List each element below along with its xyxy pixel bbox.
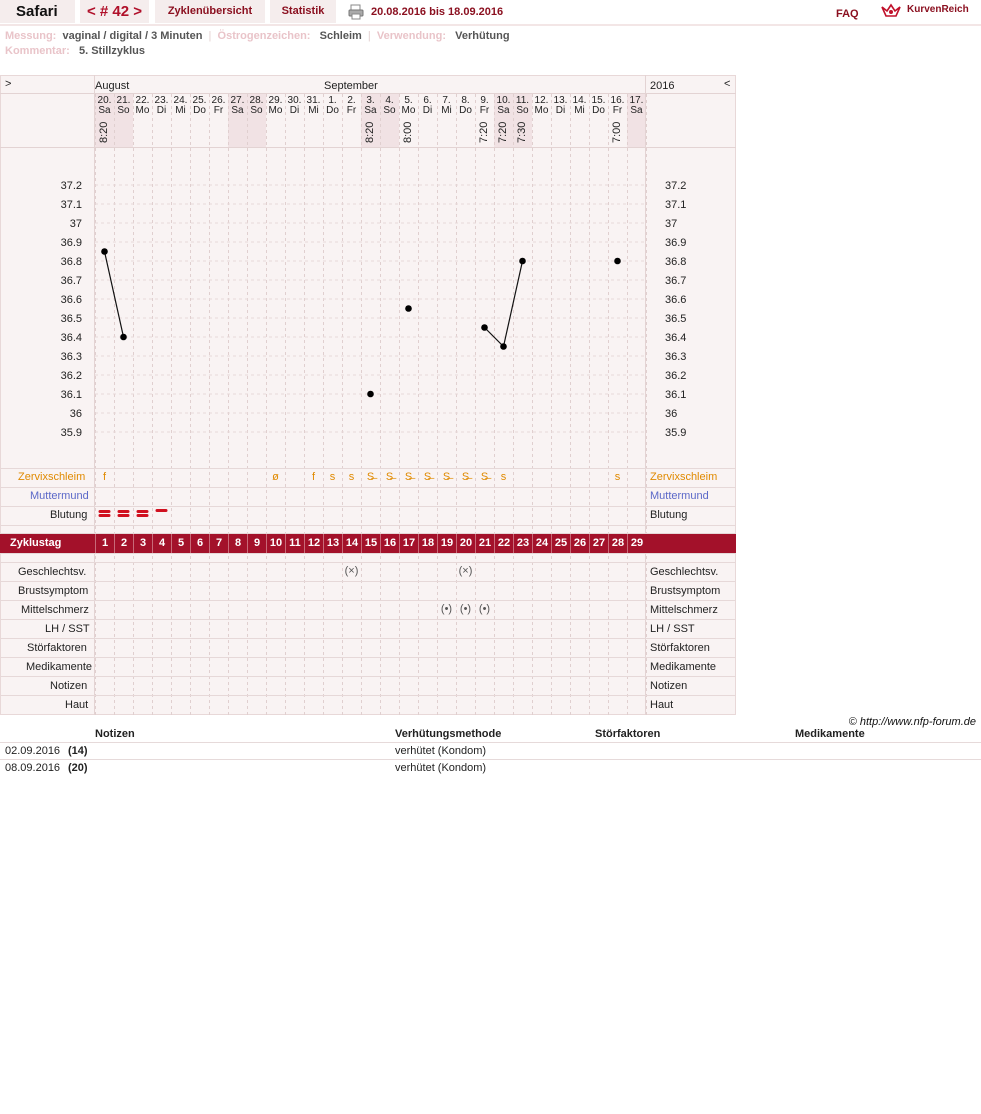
zervix-marker: ø xyxy=(272,471,279,483)
day-date: 13. xyxy=(553,95,568,106)
row-label-mittelschmerz: Mittelschmerz xyxy=(21,604,89,616)
cycle-day-row xyxy=(0,534,736,553)
intercourse-marker: (×) xyxy=(344,565,359,577)
zervix-marker: S̶ xyxy=(423,471,432,483)
day-weekday: So xyxy=(250,105,263,116)
tab-statistics[interactable]: Statistik xyxy=(270,0,336,23)
measure-time: 7:00 xyxy=(611,121,623,143)
cycle-day-number: 22 xyxy=(494,534,513,553)
measure-time: 7:30 xyxy=(516,121,528,143)
y-tick-label-right: 36.7 xyxy=(665,275,687,287)
zervix-marker: S̶ xyxy=(480,471,489,483)
day-weekday: Fr xyxy=(346,105,357,116)
comment-info xyxy=(5,45,145,57)
cycle-day-number: 11 xyxy=(285,534,304,553)
cycle-day-number: 19 xyxy=(437,534,456,553)
col-header-stoer: Störfaktoren xyxy=(595,728,661,740)
day-date: 31. xyxy=(306,95,321,106)
col-header-notizen: Notizen xyxy=(95,728,135,740)
measure-time: 8:00 xyxy=(402,121,414,143)
cycle-day-number: 2 xyxy=(114,534,133,553)
day-weekday: Mi xyxy=(308,105,319,116)
zervix-marker: f xyxy=(102,471,107,483)
y-tick-label-right: 35.9 xyxy=(665,427,687,439)
day-weekday: So xyxy=(117,105,130,116)
month-label-left: August xyxy=(95,80,130,92)
y-tick-label: 37.2 xyxy=(60,180,82,192)
cycle-day-number: 4 xyxy=(152,534,171,553)
verwendung-value: Verhütung xyxy=(455,30,510,42)
row-label-geschlechtsv-right: Geschlechtsv. xyxy=(650,566,719,578)
cycle-day-number: 21 xyxy=(475,534,494,553)
note-date: 02.09.2016 xyxy=(5,745,61,757)
day-date: 12. xyxy=(534,95,549,106)
day-weekday: Sa xyxy=(231,105,244,116)
row-label-notizen-right: Notizen xyxy=(650,680,688,692)
cycle-day-number: 6 xyxy=(190,534,209,553)
day-date: 14. xyxy=(572,95,587,106)
y-tick-label: 36 xyxy=(69,408,82,420)
y-tick-label: 36.5 xyxy=(60,313,82,325)
cycle-day-number: 15 xyxy=(361,534,380,553)
cycle-period: 20.08.2016 bis 18.09.2016 xyxy=(371,6,504,18)
oestrogen-value: Schleim xyxy=(319,30,362,42)
bleeding-mark xyxy=(137,510,149,513)
row-label-mittelschmerz-right: Mittelschmerz xyxy=(650,604,718,616)
row-label-lh-right: LH / SST xyxy=(650,623,695,635)
zervix-marker: s xyxy=(500,471,507,483)
day-weekday: Sa xyxy=(98,105,111,116)
day-date: 17. xyxy=(629,95,644,106)
bleeding-mark xyxy=(99,510,111,513)
cycle-day-number: 29 xyxy=(627,534,646,553)
messung-value: vaginal / digital / 3 Minuten xyxy=(62,30,203,42)
row-label-medi-right: Medikamente xyxy=(650,661,717,673)
copyright: © http://www.nfp-forum.de xyxy=(848,716,976,728)
day-weekday: Di xyxy=(289,105,300,116)
day-weekday: Mo xyxy=(534,105,549,116)
intercourse-marker: (×) xyxy=(458,565,473,577)
day-weekday: So xyxy=(516,105,529,116)
row-label-blutung-right: Blutung xyxy=(650,509,688,521)
messung-label: Messung: xyxy=(5,30,57,42)
cycle-day-number: 3 xyxy=(133,534,152,553)
kommentar-value: 5. Stillzyklus xyxy=(78,45,145,57)
chart-grid xyxy=(0,75,736,715)
crown-logo-icon[interactable] xyxy=(880,2,902,20)
y-tick-label-right: 36.4 xyxy=(665,332,687,344)
cycle-day-number: 8 xyxy=(228,534,247,553)
day-weekday: Sa xyxy=(364,105,377,116)
bleeding-mark xyxy=(118,510,130,513)
cycle-day-number: 27 xyxy=(589,534,608,553)
y-tick-label: 36.4 xyxy=(60,332,82,344)
y-tick-label: 36.7 xyxy=(60,275,82,287)
month-label-center: September xyxy=(324,80,378,92)
y-tick-label: 36.9 xyxy=(60,237,82,249)
y-tick-label-right: 37 xyxy=(665,218,678,230)
zervix-marker: S̶ xyxy=(404,471,413,483)
faq-link[interactable]: FAQ xyxy=(836,8,859,20)
cycle-day-number: 16 xyxy=(380,534,399,553)
row-label-medi: Medikamente xyxy=(26,661,93,673)
day-weekday: Mi xyxy=(441,105,452,116)
row-label-haut-right: Haut xyxy=(650,699,674,711)
day-weekday: Di xyxy=(555,105,566,116)
cycle-chart xyxy=(0,75,736,715)
cycle-day-number: 7 xyxy=(209,534,228,553)
day-weekday: Fr xyxy=(612,105,623,116)
day-date: 24. xyxy=(173,95,188,106)
y-tick-label: 36.8 xyxy=(60,256,82,268)
note-method: verhütet (Kondom) xyxy=(395,762,487,774)
y-tick-label: 36.6 xyxy=(60,294,82,306)
day-date: 5. xyxy=(404,95,413,106)
cycle-day-number: 12 xyxy=(304,534,323,553)
temperature-point xyxy=(481,324,488,331)
day-date: 21. xyxy=(116,95,131,106)
day-date: 10. xyxy=(496,95,511,106)
note-cycle-day: (20) xyxy=(68,762,88,774)
y-tick-label: 37.1 xyxy=(60,199,82,211)
y-tick-label-right: 36.1 xyxy=(665,389,687,401)
measure-time: 8:20 xyxy=(98,121,110,143)
mittelschmerz-marker: (•) xyxy=(478,603,491,615)
cycle-day-number: 20 xyxy=(456,534,475,553)
y-tick-label-right: 37.1 xyxy=(665,199,687,211)
zervix-marker: S̶ xyxy=(461,471,470,483)
kommentar-label: Kommentar: xyxy=(5,45,70,57)
row-label-zervix: Zervixschleim xyxy=(18,471,86,483)
cycle-day-number: 14 xyxy=(342,534,361,553)
year-label: 2016 xyxy=(650,80,675,92)
note-cycle-day: (14) xyxy=(68,745,88,757)
cycle-day-number: 18 xyxy=(418,534,437,553)
day-weekday: Mo xyxy=(135,105,150,116)
temperature-point xyxy=(367,391,374,398)
cycle-day-number: 26 xyxy=(570,534,589,553)
day-weekday: Do xyxy=(459,105,472,116)
mittelschmerz-marker: (•) xyxy=(440,603,453,615)
zervix-marker: S̶ xyxy=(366,471,375,483)
y-tick-label-right: 36.3 xyxy=(665,351,687,363)
y-tick-label: 37 xyxy=(69,218,82,230)
row-label-zervix-right: Zervixschleim xyxy=(650,471,718,483)
top-navigation xyxy=(0,0,981,26)
cycle-day-number: 5 xyxy=(171,534,190,553)
row-label-stoer-right: Störfaktoren xyxy=(650,642,710,654)
cycle-day-number: 9 xyxy=(247,534,266,553)
mittelschmerz-marker: (•) xyxy=(459,603,472,615)
nav-prev-cycle[interactable]: > xyxy=(5,78,12,90)
y-tick-label-right: 36.2 xyxy=(665,370,687,382)
cycle-navigator[interactable]: < # 42 > xyxy=(80,0,149,23)
zervix-marker: s xyxy=(614,471,621,483)
zervix-marker: s xyxy=(348,471,355,483)
measure-time: 8:20 xyxy=(364,121,376,143)
day-weekday: Di xyxy=(156,105,167,116)
y-tick-label-right: 36.9 xyxy=(665,237,687,249)
row-label-notizen: Notizen xyxy=(50,680,88,692)
day-weekday: Sa xyxy=(497,105,510,116)
temperature-point xyxy=(519,258,526,265)
bleeding-mark-light xyxy=(156,509,168,512)
measure-time: 7:20 xyxy=(478,121,490,143)
row-label-lh: LH / SST xyxy=(45,623,90,635)
day-weekday: Mo xyxy=(268,105,283,116)
day-weekday: Do xyxy=(592,105,605,116)
day-date: 4. xyxy=(385,95,394,106)
day-date: 23. xyxy=(154,95,169,106)
day-weekday: Fr xyxy=(213,105,224,116)
day-date: 3. xyxy=(366,95,375,106)
day-weekday: Do xyxy=(326,105,339,116)
temperature-point xyxy=(405,305,412,312)
zervix-marker: s xyxy=(329,471,336,483)
y-tick-label: 36.1 xyxy=(60,389,82,401)
day-date: 9. xyxy=(480,95,489,106)
measurement-info: Messung: vaginal / digital / 3 Minuten | Östrogenzeichen: Schleim | Verwendung: Verhütung xyxy=(5,30,510,42)
row-label-muttermund: Muttermund xyxy=(30,490,89,502)
cycle-day-number: 13 xyxy=(323,534,342,553)
row-label-stoer: Störfaktoren xyxy=(27,642,87,654)
y-tick-label-right: 36.8 xyxy=(665,256,687,268)
day-weekday: Mi xyxy=(574,105,585,116)
day-date: 30. xyxy=(287,95,302,106)
table-row xyxy=(0,742,981,759)
y-tick-label-right: 37.2 xyxy=(665,180,687,192)
day-weekday: Di xyxy=(422,105,433,116)
cycle-day-number: 24 xyxy=(532,534,551,553)
cycle-day-number: 25 xyxy=(551,534,570,553)
day-weekday: Do xyxy=(193,105,206,116)
day-date: 20. xyxy=(97,95,112,106)
col-header-methode: Verhütungsmethode xyxy=(395,728,502,740)
day-date: 6. xyxy=(423,95,432,106)
bleeding-mark xyxy=(118,514,130,517)
day-date: 2. xyxy=(347,95,356,106)
tab-cycle-overview[interactable]: Zyklenübersicht xyxy=(155,0,265,23)
temperature-point xyxy=(120,334,127,341)
day-date: 8. xyxy=(461,95,470,106)
day-weekday: So xyxy=(383,105,396,116)
day-weekday: Sa xyxy=(630,105,643,116)
day-weekday: Fr xyxy=(479,105,490,116)
day-date: 25. xyxy=(192,95,207,106)
bleeding-mark xyxy=(137,514,149,517)
app-title: Safari xyxy=(0,0,75,23)
zervix-marker: f xyxy=(311,471,316,483)
day-date: 11. xyxy=(515,95,530,106)
temperature-point xyxy=(101,248,108,255)
day-date: 22. xyxy=(135,95,150,106)
temperature-point xyxy=(500,343,507,350)
cycle-day-number: 10 xyxy=(266,534,285,553)
note-date: 08.09.2016 xyxy=(5,762,61,774)
nav-next-cycle[interactable]: < xyxy=(724,78,731,90)
day-date: 26. xyxy=(211,95,226,106)
col-header-medi: Medikamente xyxy=(795,728,865,740)
zervix-marker: S̶ xyxy=(442,471,451,483)
y-tick-label-right: 36.6 xyxy=(665,294,687,306)
temperature-point xyxy=(614,258,621,265)
note-method: verhütet (Kondom) xyxy=(395,745,487,757)
brand-logo[interactable]: KurvenReich xyxy=(907,4,969,15)
row-label-geschlechtsv: Geschlechtsv. xyxy=(18,566,87,578)
print-icon[interactable] xyxy=(348,4,364,20)
row-label-brust-right: Brustsymptom xyxy=(650,585,721,597)
zervix-marker: S̶ xyxy=(385,471,394,483)
day-date: 29. xyxy=(268,95,283,106)
day-weekday: Mo xyxy=(401,105,416,116)
temperature-line xyxy=(504,261,523,347)
day-date: 16. xyxy=(610,95,625,106)
oestrogen-label: Östrogenzeichen: xyxy=(217,30,311,42)
measure-time: 7:20 xyxy=(497,121,509,143)
row-label-brust: Brustsymptom xyxy=(18,585,89,597)
cycle-day-number: 23 xyxy=(513,534,532,553)
row-label-blutung: Blutung xyxy=(50,509,88,521)
y-tick-label-right: 36 xyxy=(665,408,678,420)
day-weekday: Mi xyxy=(175,105,186,116)
y-tick-label: 36.3 xyxy=(60,351,82,363)
day-date: 1. xyxy=(328,95,337,106)
day-date: 28. xyxy=(249,95,264,106)
y-tick-label-right: 36.5 xyxy=(665,313,687,325)
cycle-day-number: 17 xyxy=(399,534,418,553)
y-tick-label: 36.2 xyxy=(60,370,82,382)
bleeding-mark xyxy=(99,514,111,517)
table-row xyxy=(0,759,981,776)
y-tick-label: 35.9 xyxy=(60,427,82,439)
row-label-zyklustag: Zyklustag xyxy=(10,537,62,549)
verwendung-label: Verwendung: xyxy=(376,30,446,42)
day-date: 7. xyxy=(442,95,451,106)
row-label-haut: Haut xyxy=(65,699,89,711)
day-date: 15. xyxy=(591,95,606,106)
day-date: 27. xyxy=(230,95,245,106)
row-label-muttermund-right: Muttermund xyxy=(650,490,709,502)
cycle-day-number: 1 xyxy=(95,534,114,553)
cycle-day-number: 28 xyxy=(608,534,627,553)
